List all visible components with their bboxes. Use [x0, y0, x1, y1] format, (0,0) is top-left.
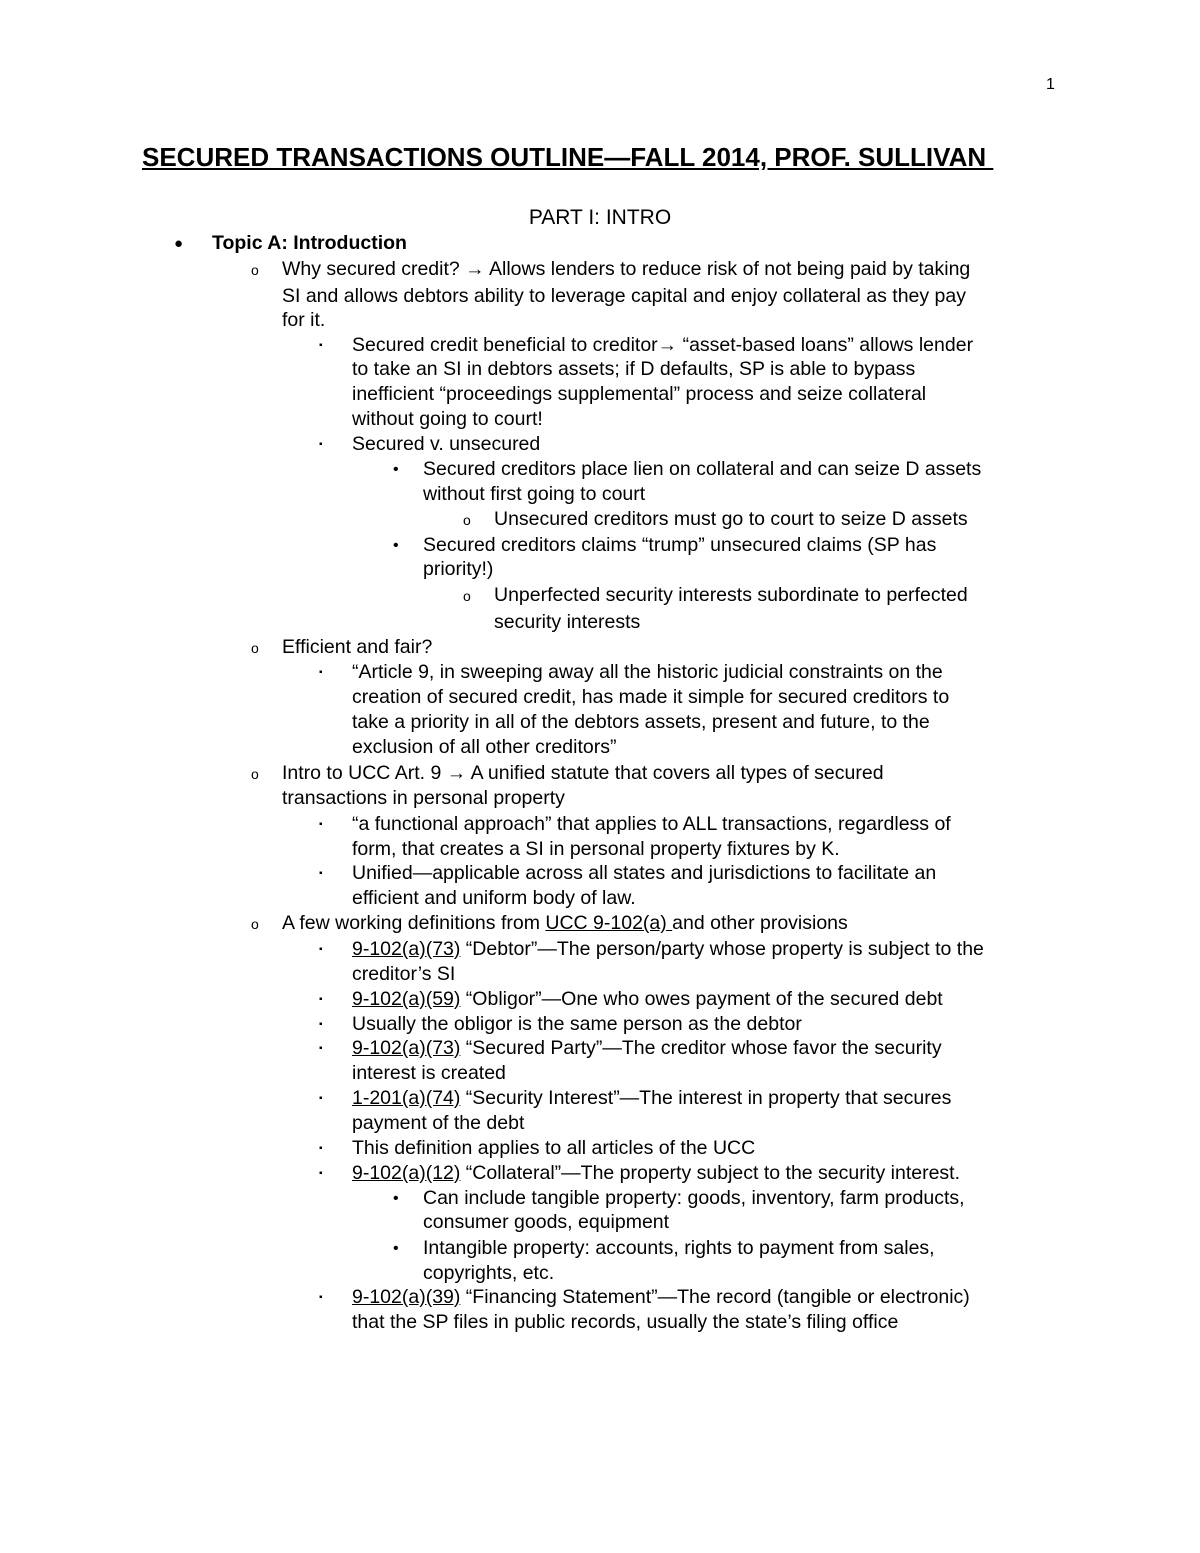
- outline-continuation: without going to court!: [352, 408, 543, 430]
- square-bullet-icon: ▪: [319, 1019, 323, 1030]
- outline-item: ▪ 9-102(a)(59) “Obligor”—One who owes payment of the secured debt: [319, 988, 943, 1010]
- outline-continuation: take a priority in all of the debtors assets, present and future, to the: [352, 711, 930, 733]
- dot-bullet-icon: •: [393, 1190, 399, 1207]
- outline-continuation: interest is created: [352, 1062, 506, 1084]
- outline-item: ▪ 9-102(a)(12) “Collateral”—The property subject to the security interest.: [319, 1162, 961, 1184]
- outline-continuation: copyrights, etc.: [423, 1262, 555, 1284]
- outline-continuation: priority!): [423, 558, 494, 580]
- square-bullet-icon: ▪: [319, 667, 323, 678]
- square-bullet-icon: ▪: [319, 994, 323, 1005]
- outline-continuation: creation of secured credit, has made it simple for secured creditors to: [352, 686, 950, 708]
- square-bullet-icon: ▪: [319, 944, 323, 955]
- outline-item: ▪ “a functional approach” that applies to ALL transactions, regardless of: [319, 813, 951, 835]
- outline-item: ▪ Usually the obligor is the same person as the debtor: [319, 1013, 802, 1035]
- outline-item: o Intro to UCC Art. 9 → A unified statute that covers all types of secured: [282, 761, 884, 786]
- outline-item: o A few working definitions from UCC 9-102(a) and other provisions: [282, 911, 848, 936]
- circle-bullet-icon: o: [463, 588, 471, 604]
- outline-continuation: SI and allows debtors ability to leverage capital and enjoy collateral as they pay: [282, 285, 966, 307]
- outline-item: ▪ This definition applies to all articles of the UCC: [319, 1137, 756, 1159]
- outline-item: o Why secured credit? → Allows lenders to reduce risk of not being paid by taking: [282, 257, 970, 282]
- page-number: 1: [1046, 76, 1055, 93]
- statute-reference: 9-102(a)(39): [352, 1286, 461, 1308]
- outline-continuation: for it.: [282, 309, 326, 331]
- outline-continuation: consumer goods, equipment: [423, 1211, 670, 1233]
- outline-item: ▪ Unified—applicable across all states and jurisdictions to facilitate an: [319, 862, 937, 884]
- square-bullet-icon: ▪: [319, 1043, 323, 1054]
- outline-continuation: creditor’s SI: [352, 963, 456, 985]
- square-bullet-icon: ▪: [319, 340, 323, 351]
- outline-item: ▪ “Article 9, in sweeping away all the historic judicial constraints on the: [319, 661, 943, 683]
- outline-continuation: exclusion of all other creditors”: [352, 736, 617, 758]
- square-bullet-icon: ▪: [319, 1143, 323, 1154]
- outline-item: ▪ 9-102(a)(73) “Debtor”—The person/party whose property is subject to the: [319, 938, 984, 960]
- square-bullet-icon: ▪: [319, 868, 323, 879]
- square-bullet-icon: ▪: [319, 439, 323, 450]
- outline-item: ▪ 9-102(a)(73) “Secured Party”—The creditor whose favor the security: [319, 1037, 942, 1059]
- square-bullet-icon: ▪: [319, 1168, 323, 1179]
- statute-reference: 9-102(a)(73): [352, 938, 461, 960]
- outline-item: o Unsecured creditors must go to court to seize D assets: [494, 507, 968, 532]
- square-bullet-icon: ▪: [319, 819, 323, 830]
- statute-reference: UCC 9-102(a): [545, 912, 673, 934]
- statute-reference: 9-102(a)(59): [352, 988, 461, 1010]
- outline-continuation: efficient and uniform body of law.: [352, 887, 636, 909]
- circle-bullet-icon: o: [251, 262, 259, 278]
- outline-continuation: transactions in personal property: [282, 787, 565, 809]
- outline-item: ▪ 9-102(a)(39) “Financing Statement”—The record (tangible or electronic): [319, 1286, 970, 1308]
- circle-bullet-icon: o: [251, 640, 259, 656]
- outline-item: o Unperfected security interests subordinate to perfected: [494, 583, 968, 608]
- document-title: SECURED TRANSACTIONS OUTLINE—FALL 2014, PROF. SULLIVAN: [142, 142, 994, 172]
- circle-bullet-icon: o: [251, 766, 259, 782]
- outline-continuation: without first going to court: [423, 483, 646, 505]
- outline-item: • Secured creditors place lien on collateral and can seize D assets: [393, 458, 982, 480]
- dot-bullet-icon: •: [393, 461, 399, 478]
- outline-continuation: form, that creates a SI in personal property fixtures by K.: [352, 838, 840, 860]
- outline-item: • Can include tangible property: goods, inventory, farm products,: [393, 1187, 965, 1209]
- circle-bullet-icon: o: [463, 512, 471, 528]
- disc-bullet-icon: ●: [174, 235, 184, 252]
- circle-bullet-icon: o: [251, 916, 259, 932]
- dot-bullet-icon: •: [393, 1240, 399, 1257]
- outline-item: ▪ Secured credit beneficial to creditor→ “asset-based loans” allows lender: [319, 334, 974, 356]
- part-heading: PART I: INTRO: [528, 206, 672, 229]
- outline-item: o Efficient and fair?: [282, 635, 432, 660]
- statute-reference: 9-102(a)(73): [352, 1037, 461, 1059]
- outline-item: • Intangible property: accounts, rights to payment from sales,: [393, 1237, 935, 1259]
- square-bullet-icon: ▪: [319, 1093, 323, 1104]
- outline-continuation: to take an SI in debtors assets; if D defaults, SP is able to bypass: [352, 358, 916, 380]
- outline-continuation: security interests: [494, 611, 641, 633]
- statute-reference: 1-201(a)(74): [352, 1087, 461, 1109]
- topic-heading: ● Topic A: Introduction: [174, 232, 407, 254]
- dot-bullet-icon: •: [393, 537, 399, 554]
- outline-continuation: that the SP files in public records, usually the state’s filing office: [352, 1311, 899, 1333]
- square-bullet-icon: ▪: [319, 1292, 323, 1303]
- outline-item: ▪ 1-201(a)(74) “Security Interest”—The interest in property that secures: [319, 1087, 952, 1109]
- statute-reference: 9-102(a)(12): [352, 1162, 461, 1184]
- outline-continuation: payment of the debt: [352, 1112, 525, 1134]
- outline-item: • Secured creditors claims “trump” unsecured claims (SP has: [393, 534, 937, 556]
- outline-item: ▪ Secured v. unsecured: [319, 433, 541, 455]
- outline-continuation: inefficient “proceedings supplemental” process and seize collateral: [352, 383, 927, 405]
